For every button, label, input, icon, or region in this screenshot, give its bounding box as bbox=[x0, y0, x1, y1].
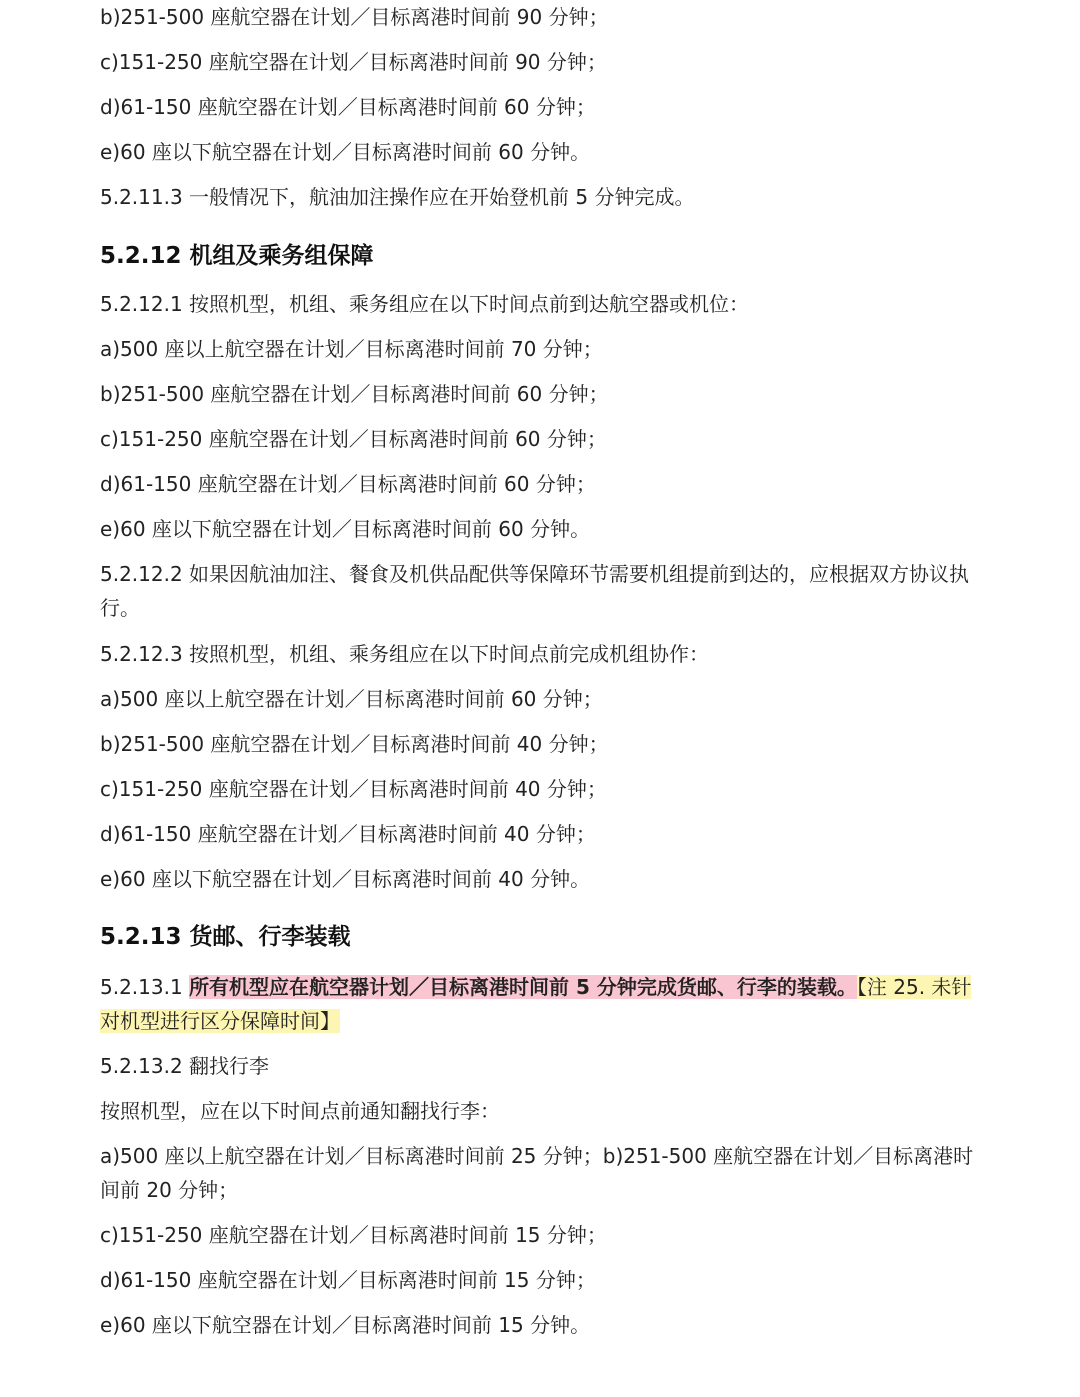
paragraph: 按照机型，应在以下时间点前通知翻找行李： bbox=[100, 1099, 500, 1123]
list-item: e)60 座以下航空器在计划／目标离港时间前 40 分钟。 bbox=[100, 867, 591, 891]
list-item: d)61-150 座航空器在计划／目标离港时间前 60 分钟； bbox=[100, 95, 596, 119]
list-item: c)151-250 座航空器在计划／目标离港时间前 90 分钟； bbox=[100, 50, 607, 74]
section-heading: 5.2.12 机组及乘务组保障 bbox=[100, 243, 374, 269]
list-item: b)251-500 座航空器在计划／目标离港时间前 90 分钟； bbox=[100, 5, 609, 29]
yellow-highlight-note: 【注 25. 未针对机型进行区分保障时间】 bbox=[100, 975, 972, 1033]
paragraph: 5.2.12.1 按照机型，机组、乘务组应在以下时间点前到达航空器或机位： bbox=[100, 292, 750, 316]
section-heading: 5.2.13 货邮、行李装载 bbox=[100, 924, 351, 950]
paragraph: 5.2.13.2 翻找行李 bbox=[100, 1054, 270, 1078]
highlighted-paragraph bbox=[100, 970, 980, 1038]
paragraph: 5.2.12.2 如果因航油加注、餐食及机供品配供等保障环节需要机组提前到达的，应根据双方协议执行。 bbox=[100, 562, 970, 620]
list-item: e)60 座以下航空器在计划／目标离港时间前 60 分钟。 bbox=[100, 517, 591, 541]
paragraph: 5.2.12.3 按照机型，机组、乘务组应在以下时间点前完成机组协作： bbox=[100, 642, 710, 666]
list-item: d)61-150 座航空器在计划／目标离港时间前 60 分钟； bbox=[100, 472, 596, 496]
list-item: d)61-150 座航空器在计划／目标离港时间前 15 分钟； bbox=[100, 1268, 596, 1292]
paragraph: 5.2.11.3 一般情况下，航油加注操作应在开始登机前 5 分钟完成。 bbox=[100, 185, 695, 209]
list-item: d)61-150 座航空器在计划／目标离港时间前 40 分钟； bbox=[100, 822, 596, 846]
paragraph-number: 5.2.13.1 bbox=[100, 975, 190, 999]
list-item: a)500 座以上航空器在计划／目标离港时间前 60 分钟； bbox=[100, 687, 603, 711]
list-item: a)500 座以上航空器在计划／目标离港时间前 70 分钟； bbox=[100, 337, 603, 361]
list-item: c)151-250 座航空器在计划／目标离港时间前 15 分钟； bbox=[100, 1223, 607, 1247]
list-item: b)251-500 座航空器在计划／目标离港时间前 60 分钟； bbox=[100, 382, 609, 406]
list-item: c)151-250 座航空器在计划／目标离港时间前 60 分钟； bbox=[100, 427, 607, 451]
list-item: b)251-500 座航空器在计划／目标离港时间前 40 分钟； bbox=[100, 732, 609, 756]
pink-highlight: 所有机型应在航空器计划／目标离港时间前 5 分钟完成货邮、行李的装载。 bbox=[189, 975, 857, 999]
list-item: e)60 座以下航空器在计划／目标离港时间前 60 分钟。 bbox=[100, 140, 591, 164]
list-item: c)151-250 座航空器在计划／目标离港时间前 40 分钟； bbox=[100, 777, 607, 801]
list-item: e)60 座以下航空器在计划／目标离港时间前 15 分钟。 bbox=[100, 1313, 591, 1337]
list-item: a)500 座以上航空器在计划／目标离港时间前 25 分钟；b)251-500 座航空器在计划／目标离港时间前 20 分钟； bbox=[100, 1144, 974, 1202]
